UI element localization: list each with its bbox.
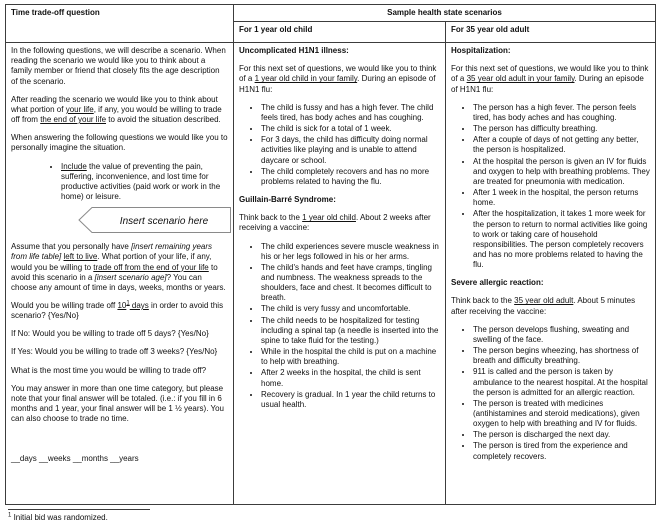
list-item: • The person is discharged the next day. <box>473 430 650 440</box>
tto-paragraph-imagine: When answering the following questions we would like you to personally imagine the situation. <box>11 133 228 153</box>
list-item: • The child is very fussy and uncomfortable. <box>261 304 440 314</box>
callout-label: Insert scenario here <box>119 216 209 228</box>
footnote-marker: 1 <box>8 512 12 519</box>
tto-paragraph-totaled: You may answer in more than one time category, but please note that your final answer will be totaled. (i.e.: if you fill in 6 months and 1 year, your final answer will be 1 ½ years). You can also choose to trade no time. <box>11 383 225 424</box>
tto-answer-blanks: __days __weeks __months __years <box>11 454 139 464</box>
header-sample-scenarios: Sample health state scenarios <box>234 5 656 22</box>
child-gbs-intro: Think back to the 1 year old child. About 2 weeks after receiving a vaccine: <box>239 213 431 233</box>
child-illness-intro: For this next set of questions, we would like you to think of a 1 year old child in your family. During an episode of H1N1 flu: <box>239 64 437 94</box>
list-item: • The person has a high fever. The person feels tired, has body aches and has coughing. <box>473 103 650 123</box>
list-item: • The person develops flushing, sweating and swelling of the face. <box>473 325 650 345</box>
list-item: • The child experiences severe muscle weakness in his or her legs followed in his or her arms. <box>261 242 440 262</box>
tto-paragraph-intro: In the following questions, we will describe a scenario. When reading the scenario we would like you to think about a family member or friend that closely fits the age description of the scenario. <box>11 46 226 86</box>
adult-hospitalization-intro: For this next set of questions, we would like you to think of a 35 year old adult in your family. During an episode of H1N1 flu: <box>451 64 649 94</box>
list-item: • Include the value of preventing the pain, suffering, inconvenience, and lost time for productive activities (paid work or work in the home) or leisure. <box>61 162 228 203</box>
tto-question-most-time: What is the most time you would be willing to trade off? <box>11 365 207 375</box>
footnote-text <box>8 513 408 522</box>
list-item: • The child's hands and feet have cramps, tingling and numbness. The weakness spreads to the shoulders, face and chest. It becomes difficult to breath. <box>261 263 440 304</box>
adult-hospitalization-heading: Hospitalization: <box>451 46 511 56</box>
child-scenarios-cell <box>234 43 446 505</box>
tto-include-bullet-list <box>11 162 228 203</box>
list-item: • After the hospitalization, it takes 1 more week for the person to return to normal activities like going to work or taking care of household responsibilities. The person completely recovers and has no more problems related to having the flu. <box>473 209 650 270</box>
tto-paragraph-assume: Assume that you personally have [insert remaining years from life table] left to live. What portion of your life, if any, would you be willing to trade off from the end of your life to avoid this scenario in a [insert scenario age]? You can choose any amount of time in days, weeks, months or years. <box>11 242 226 292</box>
list-item: • The person is tired from the experience and completely recovers. <box>473 441 650 461</box>
list-item: • The child is sick for a total of 1 week. <box>261 124 440 134</box>
tto-question-initial-bid: Would you be willing trade off $10^1$ days in order to avoid this scenario? {Yes/No} <box>11 300 224 321</box>
footnote-section <box>8 509 408 522</box>
child-illness-bullet-list <box>239 103 440 187</box>
header-time-tradeoff-question: Time trade-off question <box>6 5 234 43</box>
footnote-rule <box>8 509 150 510</box>
child-gbs-bullet-list <box>239 242 440 411</box>
adult-allergic-bullet-list <box>451 325 650 462</box>
list-item: • After 1 week in the hospital, the person returns home. <box>473 188 650 208</box>
list-item: • After 2 weeks in the hospital, the child is sent home. <box>261 368 440 388</box>
tto-question-cell <box>6 43 234 505</box>
insert-scenario-callout <box>78 206 232 234</box>
callout-banner <box>78 206 232 234</box>
list-item: • The child completely recovers and has no more problems related to having the flu. <box>261 167 440 187</box>
adult-allergic-intro: Think back to the 35 year old adult. About 5 minutes after receiving the vaccine: <box>451 296 636 316</box>
list-item: • Recovery is gradual. In 1 year the child returns to usual health. <box>261 390 440 410</box>
list-item: • After a couple of days of not getting any better, the person is hospitalized. <box>473 135 650 155</box>
child-gbs-heading: Guillain-Barré Syndrome: <box>239 195 336 205</box>
list-item: • The child is fussy and has a high fever. The child feels tired, has body aches and has coughing. <box>261 103 440 123</box>
header-1-year-old-child: For 1 year old child <box>234 22 446 43</box>
adult-allergic-heading: Severe allergic reaction: <box>451 278 544 288</box>
header-35-year-old-adult: For 35 year old adult <box>446 22 656 43</box>
list-item: • At the hospital the person is given an IV for fluids and oxygen to help with breathing problems. They are treated for pneumonia with medication. <box>473 157 650 187</box>
list-item: • The person has difficulty breathing. <box>473 124 650 134</box>
list-item: • The child needs to be hospitalized for testing including a spinal tap (a needle is inserted into the spine to take fluid for the testing.) <box>261 316 440 346</box>
list-item: • 911 is called and the person is taken by ambulance to the nearest hospital. At the hospital the person is admitted for an allergic reaction. <box>473 367 650 397</box>
list-item: • The person begins wheezing, has shortness of breath and difficulty breathing. <box>473 346 650 366</box>
adult-hospitalization-bullet-list <box>451 103 650 271</box>
tto-scenario-table <box>5 4 656 505</box>
tto-question-if-yes: If Yes: Would you be willing to trade off 3 weeks? {Yes/No} <box>11 347 218 357</box>
list-item: • The person is treated with medicines (antihistamines and steroid medications), given oxygen to help with breathing and IV for fluids. <box>473 399 650 429</box>
tto-paragraph-tradeoff: After reading the scenario we would like you to think about what portion of your life, if any, you would be willing to trade off from the end of your life to avoid the situation described. <box>11 94 222 125</box>
footnote-body: Initial bid was randomized. <box>13 513 108 522</box>
child-illness-heading: Uncomplicated H1N1 illness: <box>239 46 349 56</box>
list-item: • While in the hospital the child is put on a machine to help with breathing. <box>261 347 440 367</box>
tto-question-if-no: If No: Would you be willing to trade off 5 days? {Yes/No} <box>11 329 209 339</box>
list-item: • For 3 days, the child has difficulty doing normal activities like playing and is unable to attend daycare or school. <box>261 135 440 165</box>
adult-scenarios-cell <box>446 43 656 505</box>
